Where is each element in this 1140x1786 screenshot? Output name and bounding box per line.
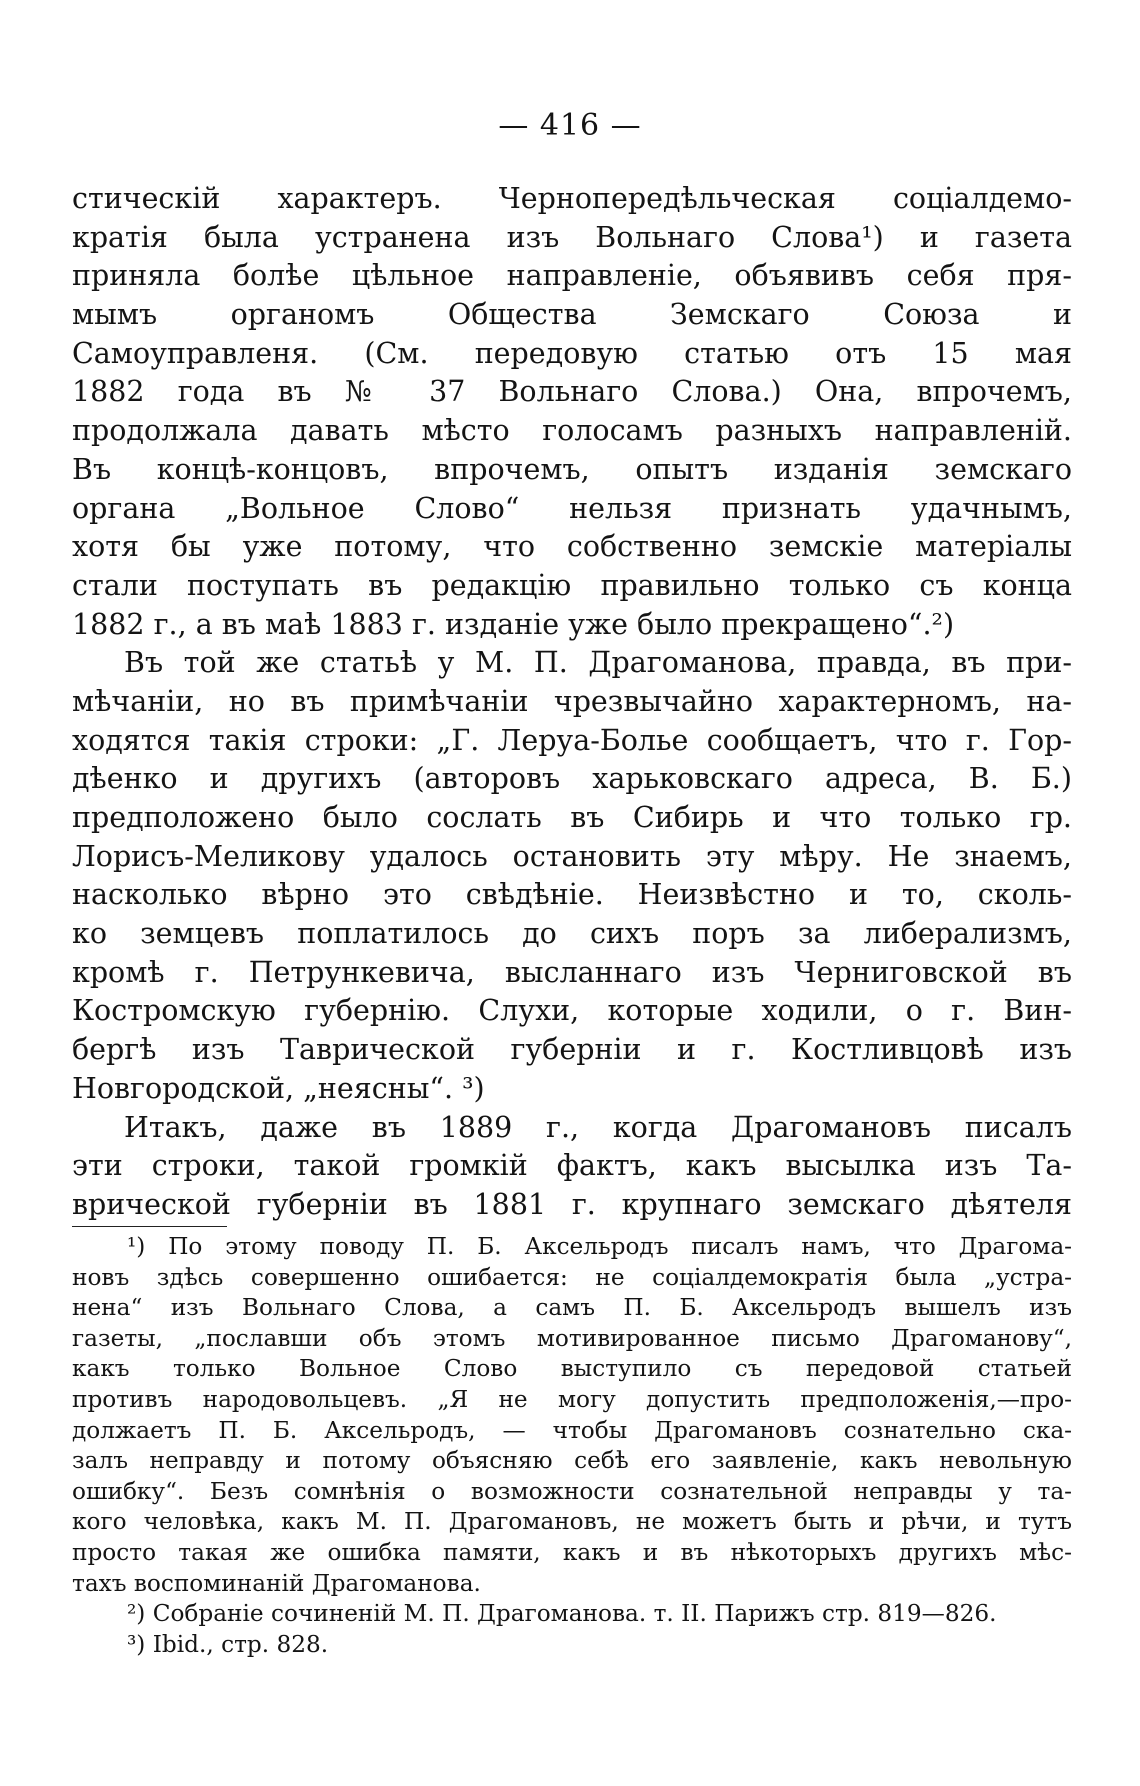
footnote-line: газеты, „пославши объ этомъ мотивированное письмо Драгоманову“, [72, 1324, 1072, 1352]
page-number: — 416 — [498, 108, 642, 143]
text-line: мымъ органомъ Общества Земскаго Союза и [72, 298, 1072, 332]
footnote-line: ошибку“. Безъ сомнѣнія о возможности сознательной неправды у та- [72, 1477, 1072, 1505]
text-line: Въ той же статьѣ у М. П. Драгоманова, правда, въ при- [124, 646, 1072, 680]
text-line: предположено было сослать въ Сибирь и что только гр. [72, 801, 1072, 834]
text-line: дѣенко и другихъ (авторовъ харьковскаго адреса, В. Б.) [72, 762, 1072, 796]
footnote-line: нена“ изъ Вольнаго Слова, а самъ П. Б. Аксельродъ вышелъ изъ [72, 1294, 1072, 1322]
footnote-line: ¹) По этому поводу П. Б. Аксельродъ писалъ намъ, что Драгома- [127, 1233, 1072, 1260]
text-line: Новгородской, „неясны“. ³) [72, 1071, 485, 1105]
text-line: Лорисъ-Меликову удалось остановить эту мѣру. Не знаемъ, [72, 839, 1072, 873]
text-line: кромѣ г. Петрункевича, высланнаго изъ Черниговской въ [72, 955, 1072, 989]
text-line: бергѣ изъ Таврической губерніи и г. Костливцовѣ изъ [72, 1033, 1072, 1067]
footnote-line: противъ народовольцевъ. „Я не могу допустить предположенія,—про- [72, 1385, 1072, 1413]
footnote-line: должаетъ П. Б. Аксельродъ, — чтобы Драгомановъ сознательно ска- [72, 1416, 1072, 1444]
text-line: 1882 года въ № 37 Вольнаго Слова.) Она, впрочемъ, [72, 375, 1072, 409]
footnote-line: какъ только Вольное Слово выступило съ передовой статьей [72, 1355, 1072, 1383]
footnote-line: ³) Ibid., стр. 828. [127, 1630, 329, 1658]
text-line: продолжала давать мѣсто голосамъ разныхъ направленій. [72, 414, 1072, 448]
text-line: Костромскую губернію. Слухи, которые ходили, о г. Вин- [72, 994, 1072, 1028]
text-line: врической губерніи въ 1881 г. крупнаго земскаго дѣятеля [72, 1187, 1072, 1221]
text-line: ко земцевъ поплатилось до сихъ поръ за либерализмъ, [72, 917, 1072, 951]
text-line: Въ концѣ-концовъ, впрочемъ, опытъ изданія земскаго [72, 452, 1072, 486]
main-text [72, 180, 1072, 1225]
text-line: эти строки, такой громкій фактъ, какъ высылка изъ Та- [72, 1149, 1072, 1183]
text-line: Итакъ, даже въ 1889 г., когда Драгомановъ писалъ [124, 1110, 1072, 1144]
footnote-line: залъ неправду и потому объясняю себѣ его заявленіе, какъ невольную [72, 1447, 1072, 1475]
text-line: Самоуправленя. (См. передовую статью отъ 15 мая [72, 336, 1072, 370]
footnote-line: ²) Собраніе сочиненій М. П. Драгоманова. т. II. Парижъ стр. 819—826. [127, 1600, 997, 1628]
text-line: насколько вѣрно это свѣдѣніе. Неизвѣстно и то, сколь- [72, 878, 1072, 912]
text-line: 1882 г., а въ маѣ 1883 г. изданіе уже было прекращено“.²) [72, 607, 955, 641]
text-line: стали поступать въ редакцію правильно только съ конца [72, 568, 1072, 602]
footnote-line: тахъ воспоминаній Драгоманова. [72, 1569, 481, 1597]
text-line: органа „Вольное Слово“ нельзя признать удачнымъ, [72, 491, 1072, 525]
text-line: приняла болѣе цѣльное направленіе, объявивъ себя пря- [72, 259, 1072, 293]
text-line: ходятся такія строки: „Г. Леруа-Болье сообщаетъ, что г. Гор- [72, 723, 1072, 757]
footnote-line: кого человѣка, какъ М. П. Драгомановъ, не можетъ быть и рѣчи, и тутъ [72, 1508, 1072, 1536]
text-line: кратія была устранена изъ Вольнаго Слова¹) и газета [72, 220, 1072, 254]
text-line: хотя бы уже потому, что собственно земскіе матеріалы [72, 530, 1072, 564]
footnote-divider [72, 1226, 227, 1227]
footnote-line: новъ здѣсь совершенно ошибается: не соціалдемократія была „устра- [72, 1263, 1072, 1291]
footnotes [72, 1232, 1072, 1660]
text-line: стическій характеръ. Чернопередѣльческая соціалдемо- [72, 182, 1072, 215]
text-line: мѣчаніи, но въ примѣчаніи чрезвычайно характерномъ, на- [72, 684, 1072, 718]
footnote-line: просто такая же ошибка памяти, какъ и въ нѣкоторыхъ другихъ мѣс- [72, 1538, 1072, 1566]
